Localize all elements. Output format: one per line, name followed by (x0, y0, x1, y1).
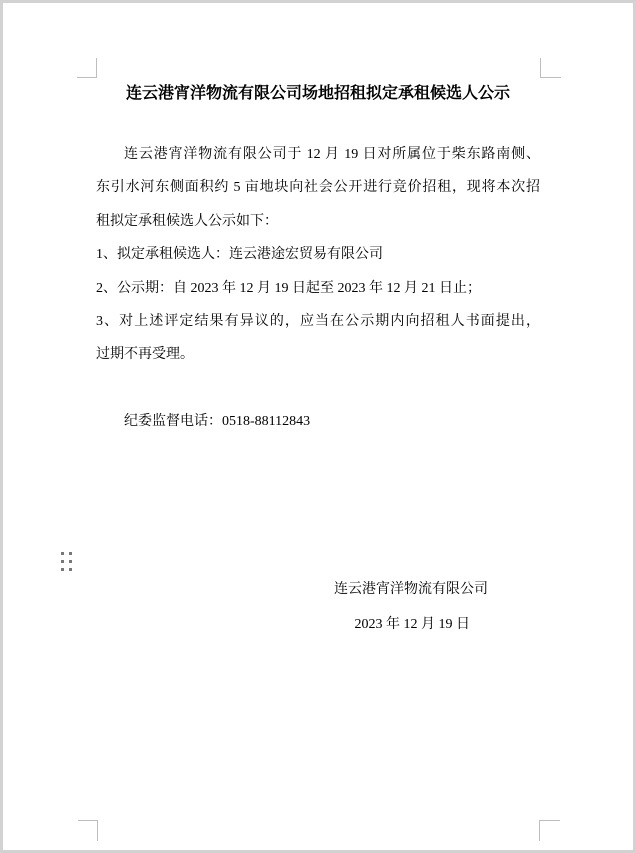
document-title: 连云港宵洋物流有限公司场地招租拟定承租候选人公示 (125, 85, 510, 102)
body-line: 纪委监督电话：0518-88112843 (124, 414, 311, 430)
body-line: 1、拟定承租候选人：连云港途宏贸易有限公司 (96, 247, 383, 263)
handle-dot (69, 552, 72, 555)
handle-dot (69, 568, 72, 571)
text-boundary-mark-top-left (77, 58, 97, 78)
text-boundary-mark-bottom-left (78, 820, 98, 841)
body-line: 3、对上述评定结果有异议的，应当在公示期内向招租人书面提出， (96, 314, 540, 330)
body-line: 过期不再受理。 (96, 347, 194, 363)
handle-dot (61, 560, 64, 563)
signature-company: 连云港宵洋物流有限公司 (334, 582, 488, 597)
handle-dot (61, 552, 64, 555)
text-boundary-mark-top-right (540, 58, 561, 78)
document-body (96, 138, 540, 439)
drag-handle-dots-icon[interactable] (61, 552, 72, 571)
body-line: 东引水河东侧面积约 5 亩地块向社会公开进行竞价招租，现将本次招 (96, 180, 540, 196)
document-page (3, 3, 633, 850)
body-line: 连云港宵洋物流有限公司于 12 月 19 日对所属位于柴东路南侧、 (124, 147, 540, 162)
text-boundary-mark-bottom-right (539, 820, 560, 841)
signature-block (96, 573, 540, 642)
handle-dot (69, 560, 72, 563)
body-line: 租拟定承租候选人公示如下： (96, 213, 278, 229)
body-line: 2、公示期：自 2023 年 12 月 19 日起至 2023 年 12 月 21 日止； (96, 280, 481, 296)
signature-date: 2023 年 12 月 19 日 (354, 617, 470, 633)
handle-dot (61, 568, 64, 571)
